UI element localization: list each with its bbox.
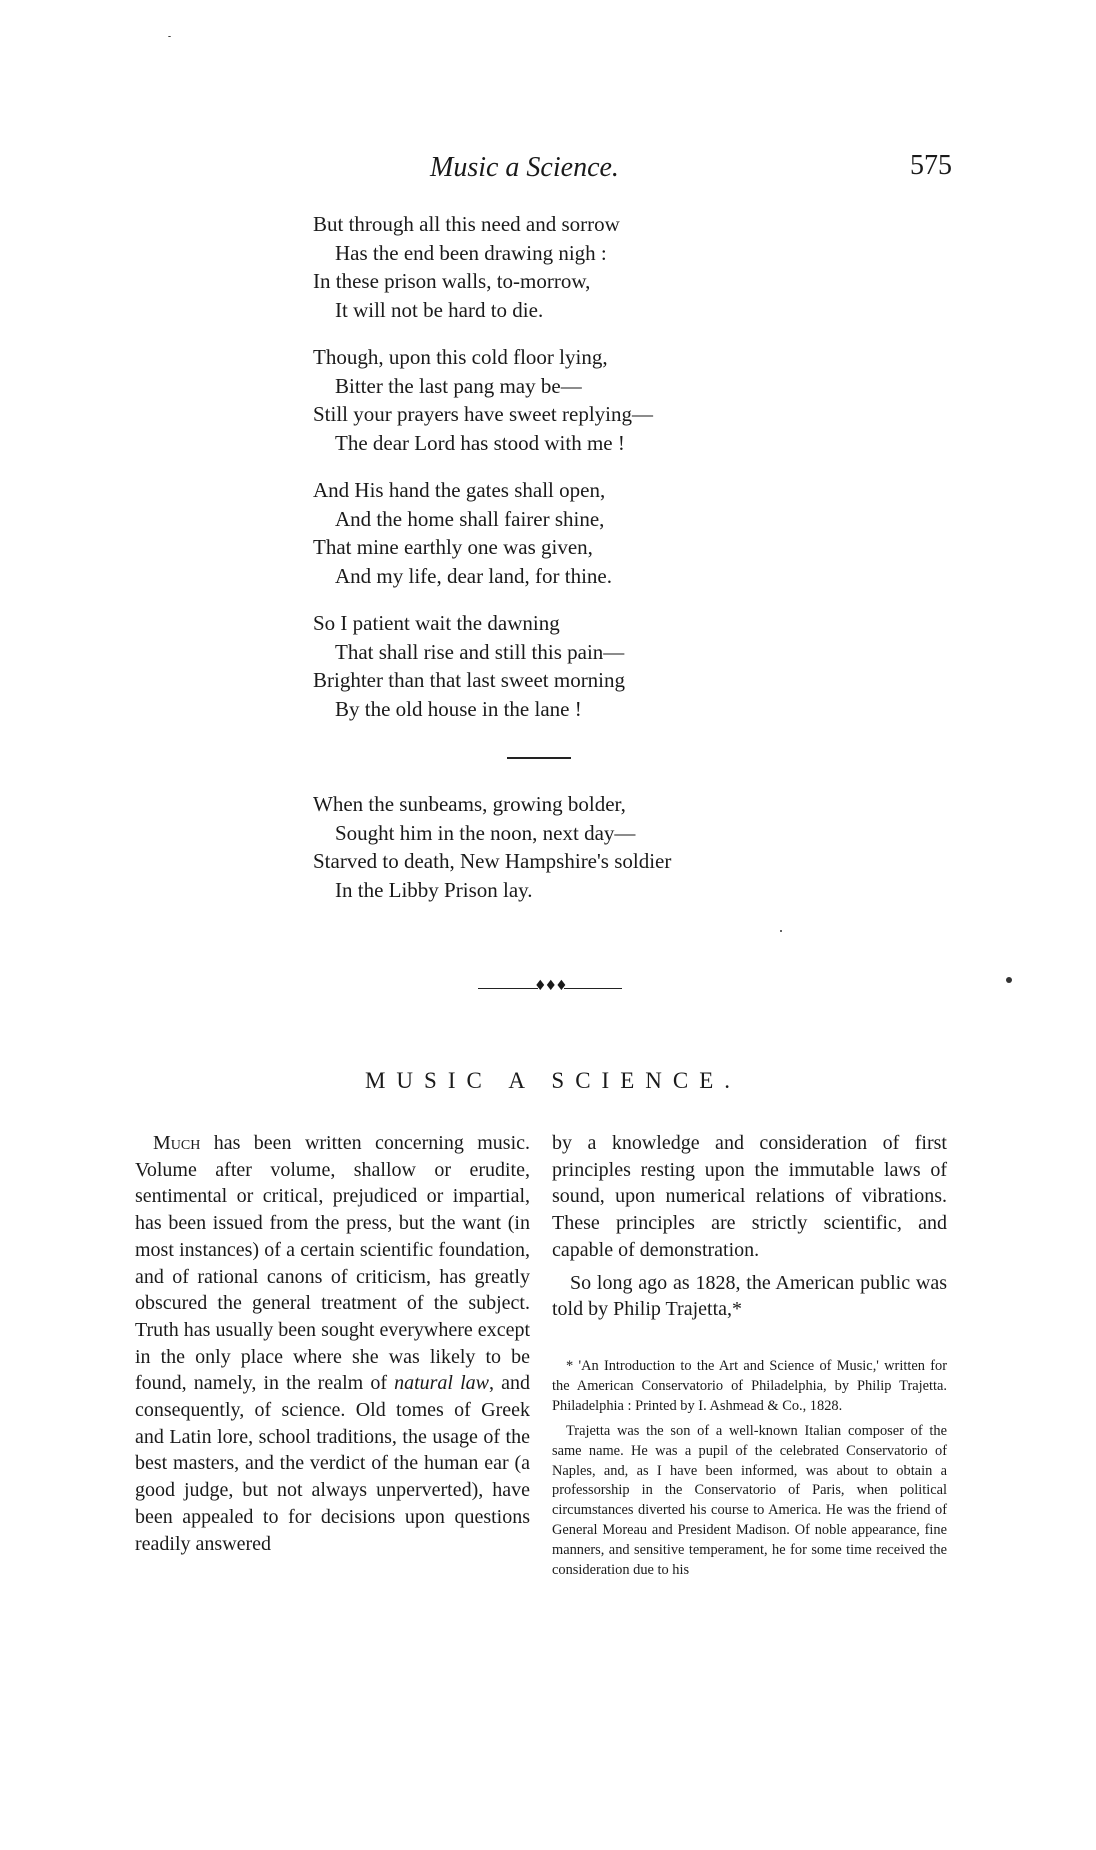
italic-text: natural law (394, 1372, 489, 1395)
poem-line: That mine earthly one was given, (313, 535, 593, 559)
poem-line: Has the end been drawing nigh : (335, 240, 607, 265)
page-number: 575 (910, 150, 952, 181)
print-speck (1006, 977, 1012, 983)
poem-line: Bitter the last pang may be— (335, 373, 582, 398)
poem-line: But through all this need and sorrow (313, 212, 620, 236)
poem-stanza (313, 343, 833, 457)
section-divider (507, 757, 571, 759)
diamond-icon: ♦♦♦ (534, 978, 566, 994)
opening-word: Much (153, 1132, 201, 1154)
poem-line: In the Libby Prison lay. (335, 877, 533, 902)
poem-final-stanza (313, 790, 833, 904)
print-speck (780, 930, 782, 932)
running-title: Music a Science. (430, 152, 619, 183)
footnotes (552, 1357, 947, 1581)
print-speck (168, 36, 171, 37)
poem-line: That shall rise and still this pain— (335, 639, 625, 664)
footnote: * 'An Introduction to the Art and Science of Music,' written for the American Conservatorio of Philadelphia, by Philip Trajetta. Philadelphia : Printed by I. Ashmead & Co., 1828. (552, 1358, 947, 1414)
poem-line: Though, upon this cold floor lying, (313, 345, 608, 369)
article-paragraph: So long ago as 1828, the American public was told by Philip Trajetta,* (552, 1271, 947, 1321)
article-paragraph: by a knowledge and consideration of first principles resting upon the immutable laws of sound, upon numerical relations of vibrations. These principles are strictly scientific, and capable of demonstration. (552, 1132, 947, 1261)
poem-stanza (313, 476, 833, 590)
poem-line: When the sunbeams, growing bolder, (313, 792, 626, 816)
poem-line: Starved to death, New Hampshire's soldier (313, 849, 672, 873)
paragraph-text: has been written concerning music. Volume after volume, shallow or erudite, sentimental or critical, prejudiced or impartial, has been issued from the press, but the want (in most instances) of a certain scientific foundation, and of rational canons of criticism, has greatly obscured the general treatment of the subject. Truth has usually been sought everywhere except in the only place where she was likely to be found, namely, in the realm of (135, 1132, 530, 1395)
poem-stanza (313, 609, 833, 723)
poem-stanza (313, 210, 833, 324)
poem-line: In these prison walls, to-morrow, (313, 269, 591, 293)
poem-line: And the home shall fairer shine, (335, 506, 605, 531)
poem (313, 210, 833, 742)
poem-line: Still your prayers have sweet replying— (313, 402, 653, 426)
poem-line: Brighter than that last sweet morning (313, 668, 626, 692)
poem-line: And His hand the gates shall open, (313, 478, 606, 502)
footnote: Trajetta was the son of a well-known Italian composer of the same name. He was a pupil of the celebrated Conservatorio of Naples, and, as I have been informed, was about to obtain a professorship in the Conservatorio of Paris, when political circumstances diverted his course to America. He was the friend of General Moreau and President Madison. Of noble appearance, fine manners, and sensitive temperament, he for some time received the consideration due to his (552, 1422, 947, 1579)
poem-line: Sought him in the noon, next day— (335, 820, 636, 845)
article-left-column (135, 1130, 530, 1557)
poem-line: And my life, dear land, for thine. (335, 563, 612, 588)
article-paragraph (135, 1130, 530, 1557)
poem-line: It will not be hard to die. (335, 297, 544, 322)
poem-line: By the old house in the lane ! (335, 696, 582, 721)
ornament-right-line (564, 988, 622, 989)
poem-line: So I patient wait the dawning (313, 611, 560, 635)
ornament-left-line (478, 988, 538, 989)
article-right-column (552, 1130, 947, 1323)
article-title: MUSIC A SCIENCE. (364, 1068, 741, 1093)
poem-line: The dear Lord has stood with me ! (335, 430, 625, 455)
paragraph-text: , and consequently, of science. Old tomes of Greek and Latin lore, school traditions, the usage of the best masters, and the verdict of the human ear (a good judge, but not always unperverted), have been appealed to for decisions upon questions readily answered (135, 1372, 530, 1555)
